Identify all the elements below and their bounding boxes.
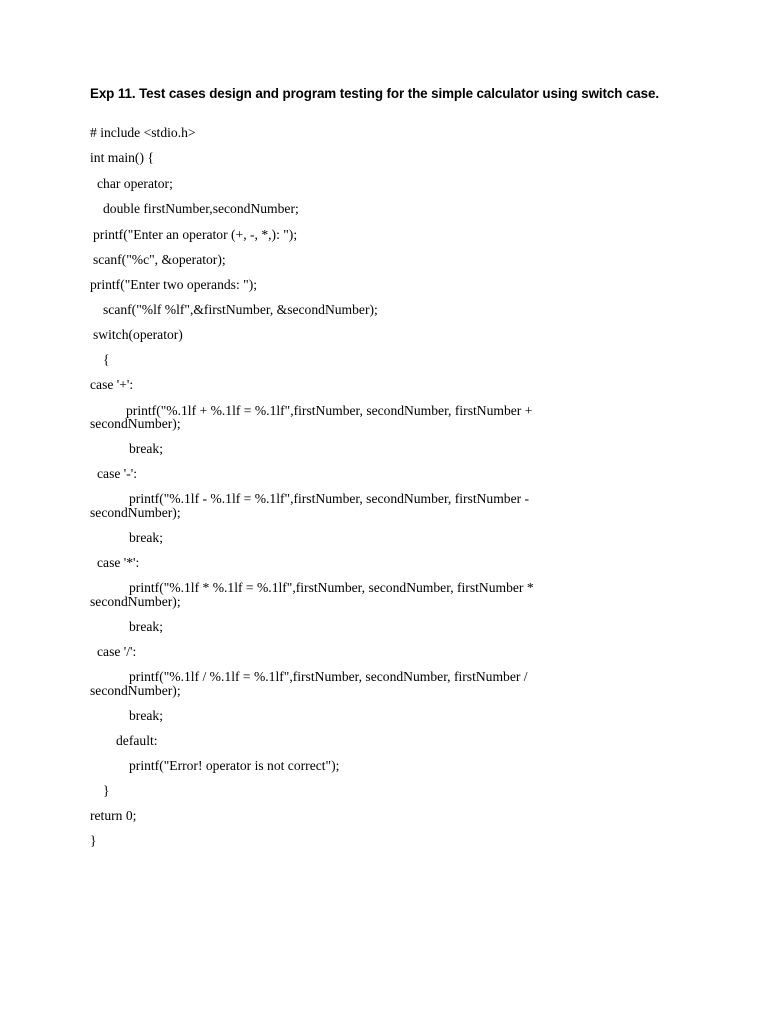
code-line: return 0; [90,808,137,823]
code-line: scanf("%c", &operator); [93,252,226,267]
code-line: } [103,783,110,798]
code-line: case '/': [97,644,137,659]
code-line: default: [116,733,158,748]
code-line: printf("Enter an operator (+, -, *,): "); [93,227,298,242]
code-line: printf("%.1lf * %.1lf = %.1lf",firstNumber, secondNumber, firstNumber * [129,580,534,595]
code-line: } [90,833,97,848]
code-line: break; [129,708,163,723]
code-line: secondNumber); [90,594,181,609]
document-title: Exp 11. Test cases design and program testing for the simple calculator using switch case. [90,86,659,101]
code-line: secondNumber); [90,416,181,431]
code-line: printf("%.1lf + %.1lf = %.1lf",firstNumber, secondNumber, firstNumber + [126,403,533,418]
code-line: secondNumber); [90,505,181,520]
code-line: int main() { [90,150,154,165]
code-line: case '-': [97,466,137,481]
code-line: printf("%.1lf - %.1lf = %.1lf",firstNumber, secondNumber, firstNumber - [129,491,530,506]
code-line: char operator; [97,176,173,191]
code-line: printf("Error! operator is not correct"); [129,758,340,773]
code-line: double firstNumber,secondNumber; [103,201,299,216]
code-line: # include <stdio.h> [90,125,196,140]
code-line: break; [129,441,163,456]
code-line: printf("Enter two operands: "); [90,277,258,292]
code-line: secondNumber); [90,683,181,698]
code-line: break; [129,619,163,634]
code-line: switch(operator) [93,327,183,342]
code-line: { [103,352,110,367]
code-line: case '*': [97,555,140,570]
code-line: scanf("%lf %lf",&firstNumber, &secondNumber); [103,302,378,317]
code-line: case '+': [90,377,134,392]
code-line: break; [129,530,163,545]
code-line: printf("%.1lf / %.1lf = %.1lf",firstNumber, secondNumber, firstNumber / [129,669,528,684]
